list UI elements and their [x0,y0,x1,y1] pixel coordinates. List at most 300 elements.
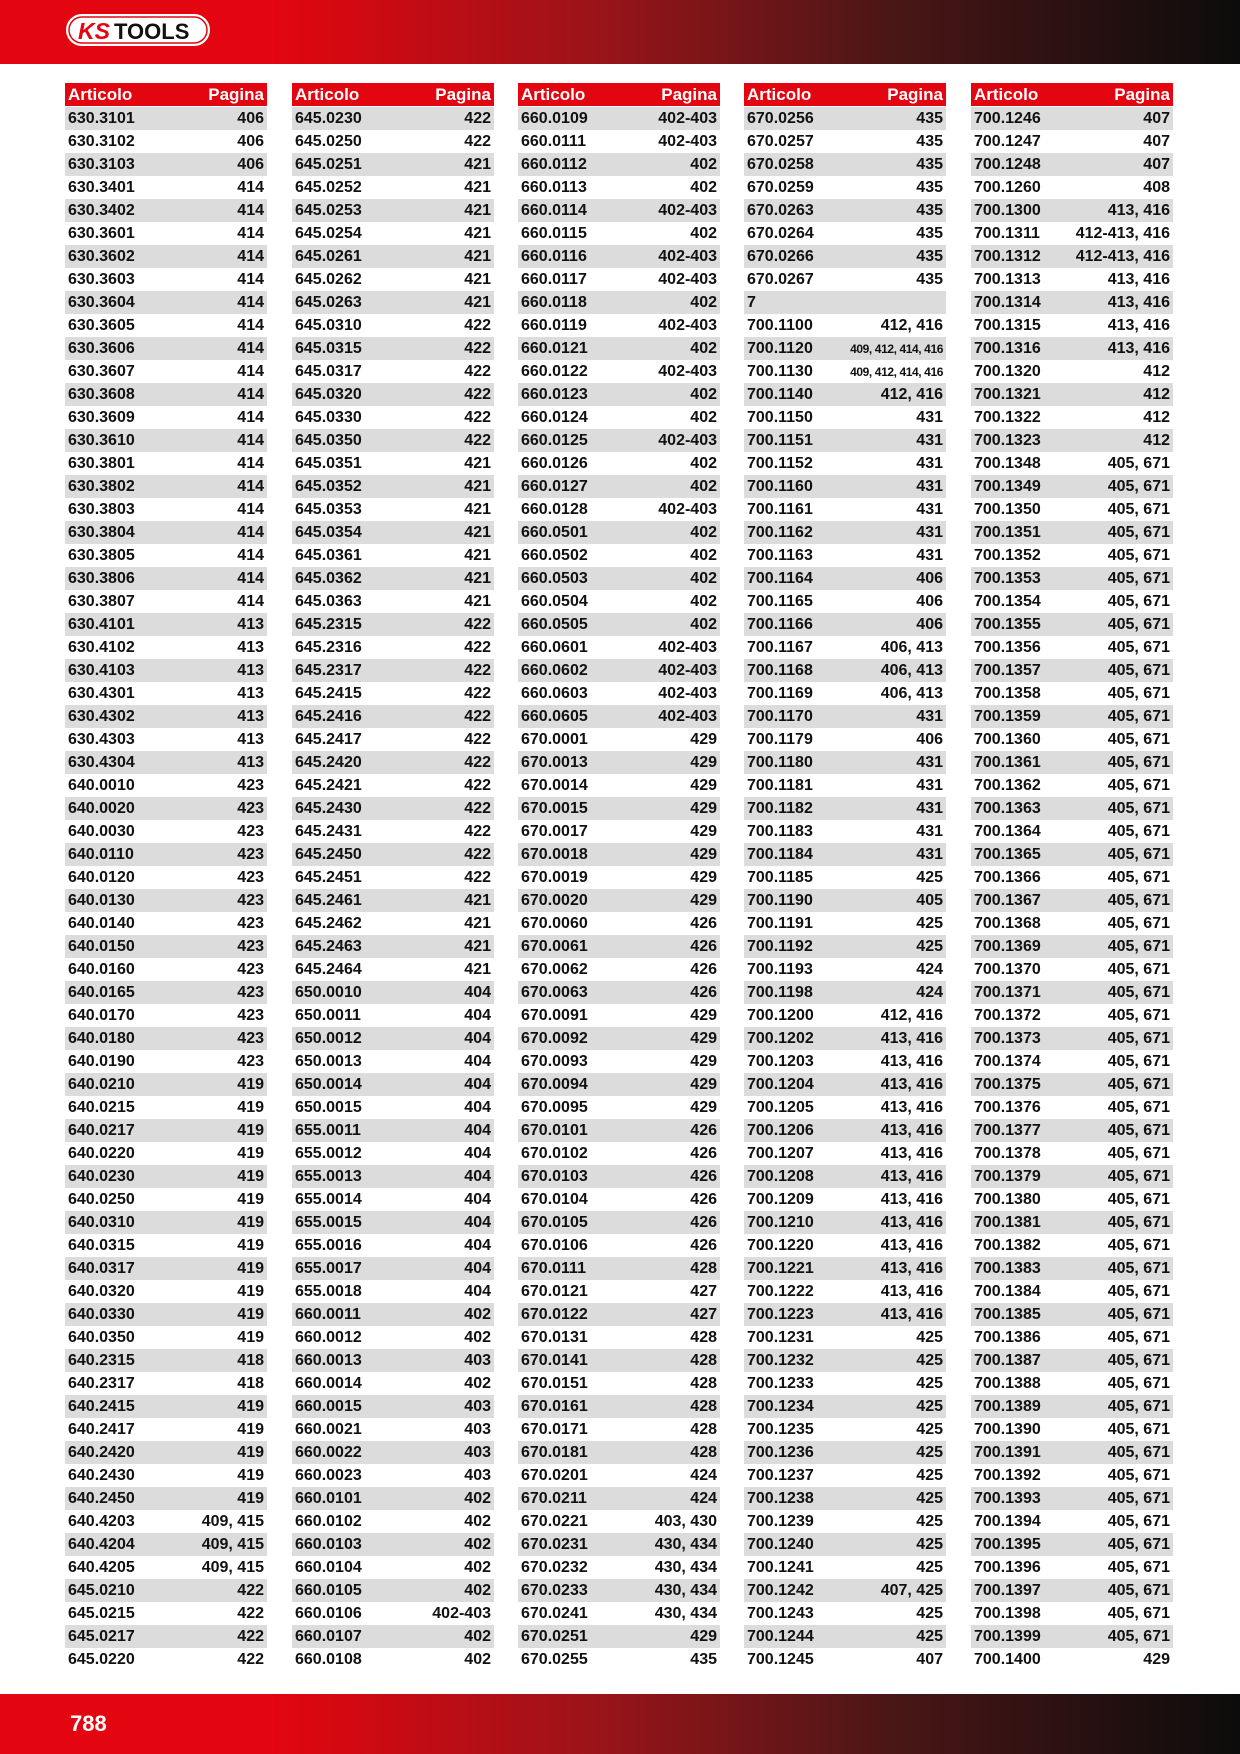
table-row [292,659,494,682]
page-reference: 405, 671 [1107,822,1170,840]
table-row [65,705,267,728]
article-number: 640.0190 [68,1052,135,1070]
page-reference: 405, 671 [1107,1167,1170,1185]
table-row [518,1372,720,1395]
svg-text:TOOLS: TOOLS [114,19,190,44]
article-number: 670.0141 [521,1351,588,1369]
table-row [292,935,494,958]
article-number: 645.0353 [295,500,362,518]
table-row [292,1188,494,1211]
article-number: 700.1205 [747,1098,814,1116]
article-number: 700.1191 [747,914,813,932]
page-reference: 421 [464,546,491,564]
article-number: 645.0230 [295,109,362,127]
article-number: 700.1395 [974,1535,1041,1553]
article-number: 640.0317 [68,1259,135,1277]
page-reference: 428 [690,1397,717,1415]
page-reference: 419 [237,1489,264,1507]
page-reference: 431 [916,845,943,863]
article-number: 630.4303 [68,730,135,748]
table-row [292,1326,494,1349]
table-row [518,866,720,889]
page-reference: 405, 671 [1107,1190,1170,1208]
page-reference: 431 [916,454,943,472]
article-number: 660.0114 [521,201,587,219]
article-number: 660.0015 [295,1397,362,1415]
page-reference: 422 [464,408,491,426]
page-reference: 413, 416 [880,1144,943,1162]
page-reference: 412 [1143,408,1170,426]
article-number: 655.0014 [295,1190,362,1208]
table-row [65,1211,267,1234]
table-row [744,1188,946,1211]
table-row [65,1303,267,1326]
article-number: 700.1400 [974,1650,1041,1668]
article-number: 670.0095 [521,1098,588,1116]
table-row [65,1234,267,1257]
page-reference: 409, 412, 414, 416 [850,341,943,356]
page-reference: 435 [916,109,943,127]
page-reference: 422 [464,362,491,380]
article-number: 700.1389 [974,1397,1041,1415]
page-reference: 412 [1143,385,1170,403]
table-row [744,1648,946,1671]
page-reference: 423 [237,822,264,840]
page-reference: 402 [690,546,717,564]
page-reference: 405, 671 [1107,1397,1170,1415]
article-number: 700.1223 [747,1305,814,1323]
table-row [744,1303,946,1326]
table-row [65,130,267,153]
table-row [518,1349,720,1372]
table-row [971,1602,1173,1625]
page-reference: 405, 671 [1107,983,1170,1001]
page-reference: 414 [237,224,264,242]
page-reference: 405, 671 [1107,914,1170,932]
article-number: 630.3102 [68,132,135,150]
page-reference: 405, 671 [1107,1627,1170,1645]
page-reference: 419 [237,1213,264,1231]
article-number: 700.1357 [974,661,1041,679]
page-reference: 419 [237,1144,264,1162]
article-number: 640.0215 [68,1098,135,1116]
article-number: 660.0121 [521,339,588,357]
article-number: 700.1366 [974,868,1041,886]
svg-text:KS: KS [78,18,110,44]
page-reference: 404 [464,1098,491,1116]
table-row [971,774,1173,797]
article-number: 700.1360 [974,730,1041,748]
article-number: 670.0103 [521,1167,588,1185]
article-number: 660.0104 [295,1558,362,1576]
article-number: 645.2415 [295,684,362,702]
page-reference: 427 [690,1282,717,1300]
column-body [518,107,720,1671]
page-reference: 418 [237,1351,264,1369]
page-reference: 402 [464,1650,491,1668]
article-number: 670.0061 [521,937,588,955]
article-number: 645.0317 [295,362,362,380]
page-reference: 402-403 [658,362,717,380]
table-row [971,912,1173,935]
table-row [65,337,267,360]
page-reference: 425 [916,1397,943,1415]
article-number: 640.0210 [68,1075,135,1093]
table-row [744,1372,946,1395]
table-row [518,1027,720,1050]
page-reference: 423 [237,845,264,863]
table-row [518,843,720,866]
table-row [744,498,946,521]
page-reference: 405, 671 [1107,638,1170,656]
article-number: 7 [747,293,756,311]
table-row [292,1050,494,1073]
article-number: 645.2451 [295,868,362,886]
article-number: 645.2416 [295,707,362,725]
page-reference: 402-403 [658,109,717,127]
article-number: 630.3602 [68,247,135,265]
article-number: 700.1351 [974,523,1041,541]
article-number: 650.0010 [295,983,362,1001]
page-reference: 419 [237,1282,264,1300]
table-row [292,751,494,774]
table-row [518,429,720,452]
page-reference: 409, 415 [201,1512,264,1530]
article-number: 630.3804 [68,523,135,541]
table-row [65,1418,267,1441]
table-row [744,406,946,429]
article-number: 660.0115 [521,224,587,242]
page-reference: 405, 671 [1107,1121,1170,1139]
table-row [292,1510,494,1533]
article-number: 645.0315 [295,339,362,357]
table-row [971,1119,1173,1142]
page-reference: 405, 671 [1107,1075,1170,1093]
article-number: 640.0010 [68,776,135,794]
table-row [292,866,494,889]
article-number: 630.3604 [68,293,135,311]
page-reference: 428 [690,1328,717,1346]
page-reference: 435 [690,1650,717,1668]
page-reference: 431 [916,523,943,541]
page-reference: 404 [464,1052,491,1070]
page-reference: 412-413, 416 [1075,247,1170,265]
table-row [292,406,494,429]
table-row [65,1464,267,1487]
article-number: 640.4205 [68,1558,135,1576]
article-number: 660.0504 [521,592,588,610]
page-reference: 407 [1143,155,1170,173]
table-row [744,1073,946,1096]
article-number: 700.1167 [747,638,813,656]
article-number: 660.0116 [521,247,587,265]
page-reference: 405, 671 [1107,1420,1170,1438]
article-number: 655.0012 [295,1144,362,1162]
article-number: 640.0160 [68,960,135,978]
page-reference: 425 [916,868,943,886]
article-number: 700.1363 [974,799,1041,817]
table-row [744,452,946,475]
article-number: 700.1200 [747,1006,814,1024]
header-page: Pagina [208,84,264,104]
table-row [65,797,267,820]
article-number: 660.0505 [521,615,588,633]
table-row [292,521,494,544]
page-reference: 430, 434 [654,1604,717,1622]
table-row [744,1142,946,1165]
table-row [65,176,267,199]
table-row [65,1510,267,1533]
table-row [971,682,1173,705]
page-reference: 405, 671 [1107,454,1170,472]
page-reference: 405, 671 [1107,1466,1170,1484]
table-row [971,1280,1173,1303]
table-row [518,1395,720,1418]
article-number: 700.1222 [747,1282,814,1300]
table-row [518,636,720,659]
table-row [292,153,494,176]
article-number: 640.0217 [68,1121,135,1139]
page-reference: 402-403 [658,638,717,656]
page-reference: 413, 416 [880,1052,943,1070]
table-row [65,1004,267,1027]
page-reference: 422 [464,845,491,863]
article-number: 700.1198 [747,983,813,1001]
table-row [65,1257,267,1280]
page-reference: 414 [237,592,264,610]
table-row [65,567,267,590]
table-row [971,1556,1173,1579]
column-header [518,83,720,106]
column-header [744,83,946,106]
table-row [292,245,494,268]
table-row [518,889,720,912]
article-number: 645.0251 [295,155,362,173]
article-number: 700.1376 [974,1098,1041,1116]
article-number: 700.1233 [747,1374,814,1392]
page-reference: 413, 416 [880,1121,943,1139]
page-reference: 421 [464,914,491,932]
article-number: 630.4101 [68,615,135,633]
article-number: 670.0060 [521,914,588,932]
page-reference: 405, 671 [1107,1144,1170,1162]
page-reference: 402 [690,293,717,311]
page-reference: 406 [916,730,943,748]
table-row [971,521,1173,544]
article-number: 700.1182 [747,799,813,817]
table-row [744,797,946,820]
table-row [971,314,1173,337]
table-row [744,567,946,590]
table-row [65,1280,267,1303]
table-row [518,981,720,1004]
article-number: 700.1397 [974,1581,1041,1599]
article-number: 700.1193 [747,960,813,978]
table-row [518,1050,720,1073]
table-row [744,222,946,245]
page-reference: 428 [690,1420,717,1438]
article-number: 640.2415 [68,1397,135,1415]
page-reference: 423 [237,799,264,817]
article-number: 700.1231 [747,1328,814,1346]
page-reference: 423 [237,1006,264,1024]
article-number: 700.1190 [747,891,813,909]
article-number: 630.3803 [68,500,135,518]
table-row [518,1257,720,1280]
page-reference: 423 [237,1029,264,1047]
table-row [65,682,267,705]
article-number: 700.1371 [974,983,1041,1001]
article-number: 655.0016 [295,1236,362,1254]
table-row [744,866,946,889]
table-row [518,1556,720,1579]
page-reference: 425 [916,1443,943,1461]
article-number: 630.3608 [68,385,135,403]
table-row [292,1418,494,1441]
article-number: 700.1349 [974,477,1041,495]
table-row [971,636,1173,659]
table-row [518,1441,720,1464]
page-reference: 402 [464,1512,491,1530]
page-reference: 419 [237,1305,264,1323]
page-reference: 426 [690,1144,717,1162]
article-number: 700.1380 [974,1190,1041,1208]
article-number: 700.1372 [974,1006,1041,1024]
page-reference: 422 [464,339,491,357]
article-number: 700.1236 [747,1443,814,1461]
article-number: 700.1388 [974,1374,1041,1392]
table-row [971,981,1173,1004]
page-reference: 426 [690,960,717,978]
table-row [292,1142,494,1165]
article-number: 700.1221 [747,1259,814,1277]
article-number: 700.1348 [974,454,1041,472]
page-reference: 414 [237,316,264,334]
article-number: 670.0264 [747,224,814,242]
article-number: 700.1240 [747,1535,814,1553]
article-number: 660.0118 [521,293,587,311]
article-number: 700.1322 [974,408,1041,426]
table-row [971,1050,1173,1073]
article-number: 645.2317 [295,661,362,679]
table-row [971,843,1173,866]
page-reference: 414 [237,339,264,357]
table-row [518,1280,720,1303]
page-reference: 422 [464,109,491,127]
article-number: 700.1238 [747,1489,814,1507]
table-row [292,1165,494,1188]
table-row [971,1142,1173,1165]
table-row [971,268,1173,291]
page-reference: 430, 434 [654,1581,717,1599]
table-row [518,1303,720,1326]
article-number: 700.1364 [974,822,1041,840]
table-row [518,590,720,613]
footer-bar [0,1694,1240,1754]
page-reference: 402 [464,1328,491,1346]
table-row [65,981,267,1004]
article-number: 660.0113 [521,178,587,196]
table-row [971,751,1173,774]
table-row [971,728,1173,751]
article-number: 645.2464 [295,960,362,978]
page-reference: 405, 671 [1107,776,1170,794]
page-reference: 422 [464,822,491,840]
page-reference: 414 [237,293,264,311]
article-number: 660.0117 [521,270,587,288]
page-reference: 402 [690,454,717,472]
table-row [65,590,267,613]
table-row [292,1257,494,1280]
page-reference: 402-403 [432,1604,491,1622]
table-row [292,1464,494,1487]
article-number: 640.0180 [68,1029,135,1047]
table-row [65,153,267,176]
table-row [65,1441,267,1464]
page-reference: 435 [916,155,943,173]
article-number: 645.0254 [295,224,362,242]
page-reference: 402 [690,224,717,242]
article-number: 660.0602 [521,661,588,679]
article-number: 700.1365 [974,845,1041,863]
page-reference: 435 [916,224,943,242]
page-reference: 435 [916,178,943,196]
article-number: 700.1375 [974,1075,1041,1093]
table-row [518,107,720,130]
page-reference: 435 [916,201,943,219]
page-reference: 425 [916,914,943,932]
table-row [971,1073,1173,1096]
article-number: 700.1377 [974,1121,1041,1139]
article-number: 630.3805 [68,546,135,564]
article-number: 630.3103 [68,155,135,173]
article-number: 700.1244 [747,1627,814,1645]
page-reference: 403 [464,1397,491,1415]
article-number: 700.1320 [974,362,1041,380]
article-number: 660.0126 [521,454,588,472]
table-row [65,406,267,429]
article-number: 660.0501 [521,523,588,541]
table-row [65,291,267,314]
page-reference: 429 [690,822,717,840]
article-number: 700.1130 [747,362,813,380]
table-row [292,1441,494,1464]
table-row [744,475,946,498]
page-reference: 422 [464,707,491,725]
page-reference: 413 [237,684,264,702]
article-number: 700.1166 [747,615,813,633]
page-reference: 405, 671 [1107,546,1170,564]
page-reference: 423 [237,1052,264,1070]
table-row [971,1349,1173,1372]
table-row [971,475,1173,498]
page-reference: 413 [237,753,264,771]
article-number: 670.0233 [521,1581,588,1599]
table-row [744,521,946,544]
article-number: 700.1180 [747,753,813,771]
article-number: 700.1204 [747,1075,814,1093]
page-reference: 425 [916,1558,943,1576]
article-number: 700.1181 [747,776,813,794]
article-number: 700.1313 [974,270,1041,288]
page-reference: 426 [690,1190,717,1208]
table-row [292,199,494,222]
table-row [518,1326,720,1349]
table-row [518,820,720,843]
page-reference: 405, 671 [1107,799,1170,817]
page-reference: 429 [690,1006,717,1024]
article-number: 640.0165 [68,983,135,1001]
